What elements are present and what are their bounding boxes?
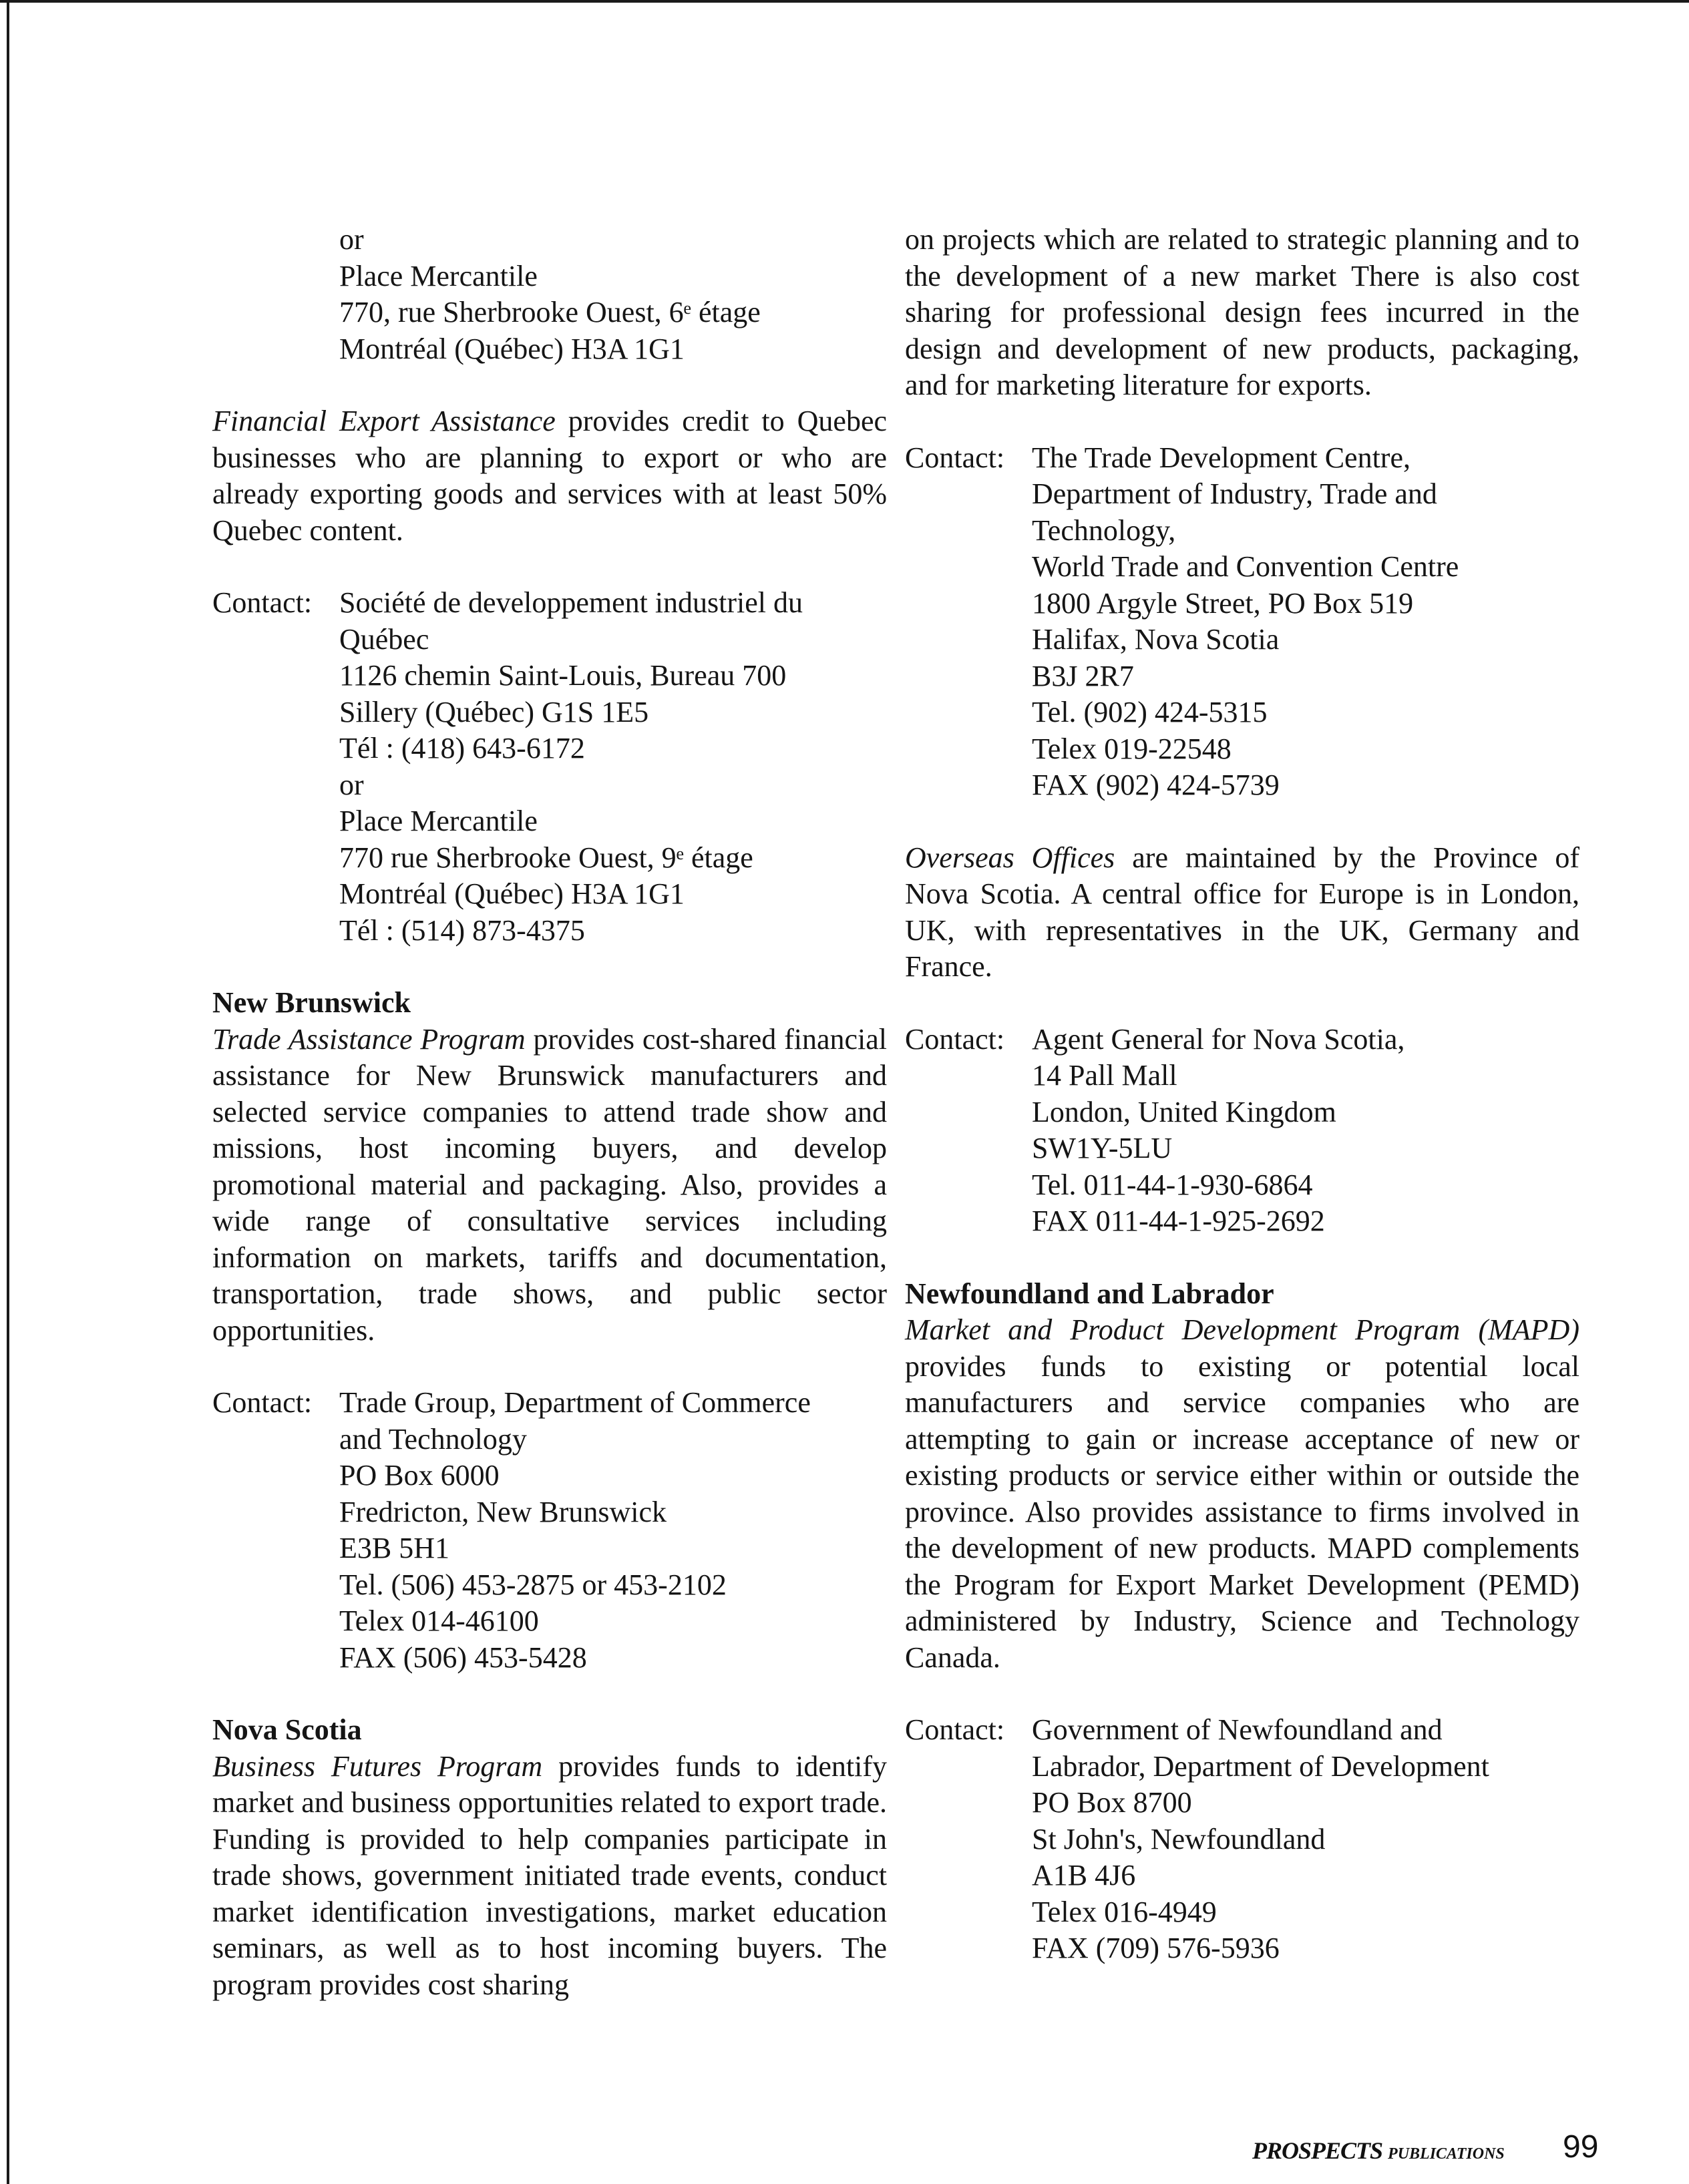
publisher-logo-sub: PUBLICATIONS (1388, 2145, 1505, 2163)
contact-line: St John's, Newfoundland (1032, 1822, 1326, 1855)
address-line: 770, rue Sherbrooke Ouest, 6ᵉ étage (339, 296, 761, 329)
contact-label: Contact: (212, 586, 313, 619)
contact-line: World Trade and Convention Centre (1032, 550, 1459, 583)
program-name: Market and Product Development Program (MAPD) (905, 1313, 1579, 1346)
program-paragraph (905, 1312, 1579, 1676)
contact-line: 1800 Argyle Street, PO Box 519 (1032, 586, 1414, 620)
contact-lines (1032, 440, 1579, 804)
contact-line: Tel. (902) 424-5315 (1032, 696, 1268, 728)
contact-lines (339, 1385, 887, 1676)
contact-line: 770 rue Sherbrooke Ouest, 9ᵉ étage (339, 841, 753, 874)
program-name: Overseas Offices (905, 841, 1115, 874)
new-brunswick-section (212, 985, 887, 1676)
program-paragraph (212, 1749, 887, 2004)
contact-line: Québec (339, 622, 429, 656)
contact-block (905, 440, 1579, 804)
page-number: 99 (1563, 2129, 1599, 2165)
contact-line: SW1Y-5LU (1032, 1132, 1173, 1164)
contact-block (212, 1385, 887, 1676)
program-name: Trade Assistance Program (212, 1022, 526, 1056)
program-description: provides funds to identify market and business opportunities related to export trade. Funding is provided to help companies participate in trade shows, government initiated trade events, conduct market identification investigations, market education seminars, as well as to host incoming buyers. The program provides cost sharing (212, 1749, 887, 2001)
address-line: Montréal (Québec) H3A 1G1 (339, 332, 685, 365)
contact-line: PO Box 6000 (339, 1459, 500, 1492)
contact-line: E3B 5H1 (339, 1532, 449, 1564)
program-name: Financial Export Assistance (212, 405, 556, 437)
left-column (212, 222, 887, 2039)
contact-label: Contact: (905, 1713, 1005, 1746)
contact-line: A1B 4J6 (1032, 1859, 1136, 1892)
contact-line: The Trade Development Centre, (1032, 441, 1411, 474)
contact-lines (339, 585, 887, 949)
nova-scotia-section (212, 1712, 887, 2003)
contact-line: Place Mercantile (339, 805, 538, 837)
contact-line: Department of Industry, Trade and (1032, 477, 1437, 510)
contact-line: FAX (709) 576-5936 (1032, 1932, 1280, 1964)
contact-line: Fredricton, New Brunswick (339, 1495, 667, 1528)
contact-line: Société de developpement industriel du (339, 586, 803, 619)
contact-line: Tel. 011-44-1-930-6864 (1032, 1168, 1313, 1201)
contact-line: Halifax, Nova Scotia (1032, 623, 1280, 656)
right-column (905, 222, 1579, 2003)
publisher-logo-main: PROSPECTS (1252, 2137, 1383, 2164)
financial-export-paragraph (212, 403, 887, 549)
address-line: Place Mercantile (339, 259, 538, 292)
contact-label: Contact: (212, 1386, 313, 1419)
publisher-logo (1252, 2137, 1505, 2165)
contact-lines (1032, 1712, 1579, 1967)
top-border-rule (0, 0, 1689, 3)
contact-line: Telex 019-22548 (1032, 732, 1232, 765)
contact-line: Telex 014-46100 (339, 1604, 539, 1637)
program-description: provides funds to existing or potential local manufacturers and service companies who are attempting to gain or increase acceptance of new or existing products or service either within or outside the province. Also provides assistance to firms involved in the development of new products. MAPD complements the Program for Export Market Development (PEMD) administered by Industry, Science and Technology Canada. (905, 1349, 1579, 1674)
contact-lines (1032, 1022, 1579, 1240)
contact-line: Sillery (Québec) G1S 1E5 (339, 695, 649, 728)
contact-line: Telex 016-4949 (1032, 1895, 1217, 1928)
newfoundland-section (905, 1276, 1579, 1967)
program-paragraph (212, 1022, 887, 1349)
contact-line: Tél : (514) 873-4375 (339, 913, 585, 947)
contact-line: and Technology (339, 1422, 527, 1456)
contact-line: B3J 2R7 (1032, 659, 1134, 692)
contact-line: FAX (506) 453-5428 (339, 1641, 587, 1674)
intro-address-block (212, 222, 887, 367)
contact-line: or (339, 768, 364, 801)
program-description: provides credit to Quebec businesses who are planning to export or who are already exporting goods and services with at least 50% Quebec content. (212, 405, 888, 547)
section-heading: Newfoundland and Labrador (905, 1277, 1274, 1310)
contact-line: 1126 chemin Saint-Louis, Bureau 700 (339, 659, 787, 692)
contact-line: Montréal (Québec) H3A 1G1 (339, 877, 685, 910)
contact-line: 14 Pall Mall (1032, 1059, 1177, 1092)
contact-block (212, 585, 887, 949)
overseas-offices-paragraph (905, 840, 1579, 986)
contact-line: Government of Newfoundland and (1032, 1713, 1443, 1746)
contact-label: Contact: (905, 441, 1005, 474)
address-line: or (339, 223, 364, 256)
program-description: are maintained by the Province of Nova Scotia. A central office for Europe is in London, UK, with representatives in the UK, Germany and France. (905, 841, 1579, 983)
section-heading: New Brunswick (212, 986, 411, 1019)
program-description: provides cost-shared financial assistance for New Brunswick manufacturers and selected service companies to attend trade show and missions, host incoming buyers, and develop promotional material and packaging. Also, provides a wide range of consultative services including information on markets, tariffs and documentation, transportation, trade shows, and public sector opportunities. (212, 1022, 888, 1347)
contact-line: FAX (902) 424-5739 (1032, 769, 1280, 801)
left-border-rule (7, 0, 9, 2184)
contact-line: PO Box 8700 (1032, 1786, 1192, 1819)
contact-line: Trade Group, Department of Commerce (339, 1386, 811, 1419)
contact-line: Labrador, Department of Development (1032, 1749, 1489, 1783)
contact-block (905, 1022, 1579, 1240)
contact-block (905, 1712, 1579, 1967)
contact-line: Agent General for Nova Scotia, (1032, 1022, 1405, 1056)
contact-line: Tel. (506) 453-2875 or 453-2102 (339, 1568, 727, 1601)
contact-line: FAX 011-44-1-925-2692 (1032, 1205, 1325, 1237)
contact-label: Contact: (905, 1022, 1005, 1056)
contact-line: Tél : (418) 643-6172 (339, 732, 585, 765)
nova-scotia-continued-paragraph: on projects which are related to strategic planning and to the development of a new market There is also cost sharing for professional design fees incurred in the design and development of new products, packaging, and for marketing literature for exports. (905, 223, 1579, 401)
contact-line: Technology, (1032, 513, 1176, 547)
program-name: Business Futures Program (212, 1749, 543, 1783)
contact-line: London, United Kingdom (1032, 1095, 1336, 1128)
section-heading: Nova Scotia (212, 1713, 362, 1746)
